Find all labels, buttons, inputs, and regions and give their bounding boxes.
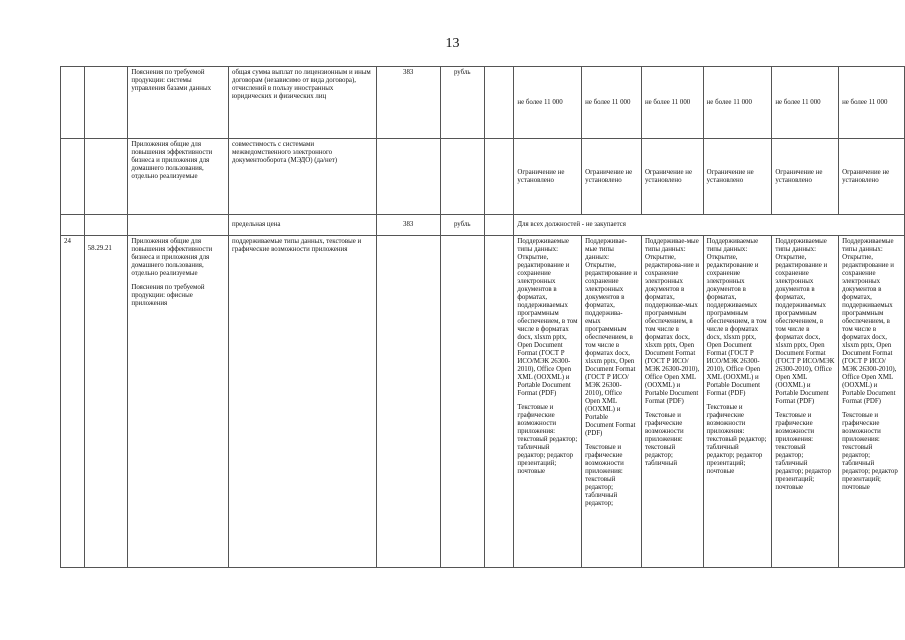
- unit-name-cell: [440, 139, 484, 215]
- empty-cell: [484, 67, 513, 139]
- unit-name-cell: [440, 236, 484, 568]
- product-name-cell: Приложения общие для повышения эффективности бизнеса и приложения для домашнего пользования, отдельно реализуемые: [128, 139, 229, 215]
- supported-types-text: Поддерживае-мые типы данных: Открытие, редактирование и сохранение электронных документов в форматах, поддержива-емых программным обеспечением, в том числе в форматах docx, xlsxm pptx, Open Document Format (ГОСТ Р ИСО/МЭК 26300-2010), Office Open XML (OOXML) и Portable Document Format (PDF): [585, 238, 638, 437]
- value-cell: не более 11 000: [772, 67, 839, 139]
- product-name-cell: [128, 215, 229, 236]
- product-explanation-text: Пояснения по требуемой продукции: офисные приложения: [131, 284, 205, 307]
- row-number-cell: 24: [61, 236, 85, 568]
- row-number-cell: [61, 215, 85, 236]
- supported-types-text: Поддерживаемые типы данных: Открытие, редактирование и сохранение электронных документов в форматах, поддерживаемых программным обеспечением, в том числе в форматах docx, xlsxm pptx, Open Document Format (ГОСТ Р ИСО/МЭК 26300-2010), Office Open XML (OOXML) и Portable Document Format (PDF): [706, 238, 767, 397]
- empty-cell: [484, 236, 513, 568]
- table-row: [61, 67, 905, 139]
- value-cell: Ограничение не установлено: [641, 139, 703, 215]
- value-cell: [514, 236, 582, 568]
- requirements-table: [60, 66, 905, 568]
- capabilities-text: Текстовые и графические возможности приложения: текстовый редактор; табличный редактор; редактор презентаций; почтовые: [517, 404, 578, 475]
- value-cell: Ограничение не установлено: [703, 139, 772, 215]
- value-cell: не более 11 000: [582, 67, 642, 139]
- characteristic-cell: совместимость с системами межведомственного электронного документооборота (МЭДО) (да/нет): [229, 139, 377, 215]
- capabilities-text: Текстовые и графические возможности приложения: текстовый редактор; табличный: [644, 412, 684, 467]
- capabilities-text: Текстовые и графические возможности приложения: текстовый редактор; табличный редактор; редактор презентаций; почтовые: [842, 412, 898, 491]
- value-cell: [582, 236, 642, 568]
- characteristic-cell: предельная цена: [229, 215, 377, 236]
- value-cell: Ограничение не установлено: [839, 139, 905, 215]
- value-cell-merged: Для всех должностей - не закупается: [514, 215, 905, 236]
- okpd-code-cell: [84, 139, 128, 215]
- okpd-code-cell: 58.29.21: [84, 236, 128, 568]
- table-row: [61, 215, 905, 236]
- value-cell: [839, 236, 905, 568]
- supported-types-text: Поддерживаемые типы данных: Открытие, редактирование и сохранение электронных документов в форматах, поддерживаемых программным обеспечением, в том числе в форматах docx, xlsxm pptx, Open Document Format (ГОСТ Р ИСО/МЭК 26300-2010), Office Open XML (OOXML) и Portable Document Format (PDF): [775, 238, 835, 405]
- capabilities-text: Текстовые и графические возможности приложения: текстовый редактор; табличный редактор; редактор презентаций; почтовые: [706, 404, 767, 475]
- value-cell: Ограничение не установлено: [772, 139, 839, 215]
- capabilities-text: Текстовые и графические возможности приложения: текстовый редактор; табличный редактор; редактор презентаций; почтовые: [775, 412, 832, 491]
- unit-name-cell: рубль: [440, 67, 484, 139]
- product-name-text: Приложения общие для повышения эффективности бизнеса и приложения для домашнего пользования, отдельно реализуемые: [131, 238, 213, 277]
- page-number: 13: [445, 36, 460, 51]
- characteristic-cell: поддерживаемые типы данных, текстовые и графические возможности приложения: [229, 236, 377, 568]
- okpd-code-cell: [84, 67, 128, 139]
- value-cell: Ограничение не установлено: [582, 139, 642, 215]
- value-cell: [703, 236, 772, 568]
- value-cell: не более 11 000: [703, 67, 772, 139]
- product-name-cell: [128, 236, 229, 568]
- table-row: [61, 236, 905, 568]
- row-number-cell: [61, 139, 85, 215]
- supported-types-text: Поддерживае-мые типы данных: Открытие, редактирова-ние и сохранение электронных документов в форматах, поддерживае-мых программным обеспечением, в том числе в форматах docx, xlsxm pptx, Open Document Format (ГОСТ Р ИСО/МЭК 26300-2010), Office Open XML (OOXML) и Portable Document Format (PDF): [644, 238, 700, 405]
- value-cell: не более 11 000: [514, 67, 582, 139]
- row-number-cell: [61, 67, 85, 139]
- capabilities-text: Текстовые и графические возможности приложения: текстовый редактор; табличный редактор;: [585, 444, 624, 507]
- empty-cell: [484, 139, 513, 215]
- okpd-code-cell: [84, 215, 128, 236]
- supported-types-text: Поддерживаемые типы данных: Открытие, редактирование и сохранение электронных документов в форматах, поддерживаемых программным обеспечением, в том числе в форматах docx, xlsxm pptx, Open Document Format (ГОСТ Р ИСО/МЭК 26300-2010), Office Open XML (OOXML) и Portable Document Format (PDF): [842, 238, 897, 405]
- table-row: [61, 139, 905, 215]
- unit-name-cell: рубль: [440, 215, 484, 236]
- unit-code-cell: 383: [376, 67, 440, 139]
- value-cell: [772, 236, 839, 568]
- value-cell: не более 11 000: [641, 67, 703, 139]
- value-cell: не более 11 000: [839, 67, 905, 139]
- unit-code-cell: [376, 139, 440, 215]
- product-name-cell: Пояснения по требуемой продукции: системы управления базами данных: [128, 67, 229, 139]
- empty-cell: [484, 215, 513, 236]
- characteristic-cell: общая сумма выплат по лицензионным и иным договорам (независимо от вида договора), отчислений в пользу иностранных юридических и физических лиц: [229, 67, 377, 139]
- value-cell: [641, 236, 703, 568]
- unit-code-cell: 383: [376, 215, 440, 236]
- supported-types-text: Поддерживаемые типы данных: Открытие, редактирование и сохранение электронных документов в форматах, поддерживаемых программным обеспечением, в том числе в форматах docx, xlsxm pptx, Open Document Format (ГОСТ Р ИСО/МЭК 26300-2010), Office Open XML (OOXML) и Portable Document Format (PDF): [517, 238, 578, 397]
- value-cell: Ограничение не установлено: [514, 139, 582, 215]
- unit-code-cell: [376, 236, 440, 568]
